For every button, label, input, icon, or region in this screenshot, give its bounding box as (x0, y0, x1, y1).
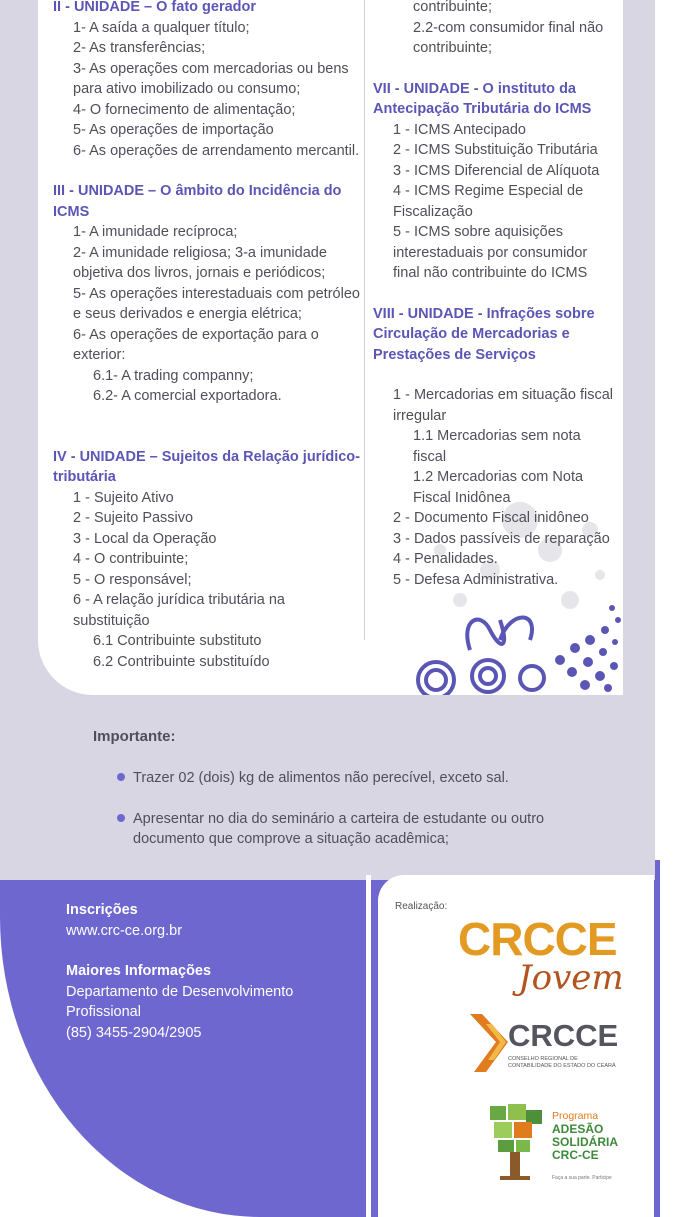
list-item: interestaduais por consumidor (393, 244, 588, 261)
list-item: 6 - A relação jurídica tributária na (73, 592, 285, 608)
bullet-dot-icon (117, 814, 125, 822)
list-item: 4 - O contribuinte; (73, 551, 189, 567)
jovem-logo-text: Jovem (518, 958, 624, 998)
department-line-cont: Profissional (66, 1004, 141, 1020)
list-item: Fiscalização (393, 203, 473, 220)
bullet-dot-icon (117, 773, 125, 781)
logo3-line4: CRC-CE (552, 1147, 599, 1162)
unit8-title-cont2: Prestações de Serviços (373, 346, 536, 363)
crcce-logo-subtitle: CONSELHO REGIONAL DE CONTABILIDADE DO ESTADO DO CEARÁ (508, 1056, 616, 1069)
bullet-text: Apresentar no dia do seminário a carteira de estudante ou outro (133, 811, 545, 827)
crcce-jovem-logo: CRCCE (458, 913, 617, 965)
inscricoes-title: Inscrições (66, 902, 138, 918)
phone-number: (85) 3455-2904/2905 (66, 1024, 202, 1041)
unit4-title-cont: tributária (53, 469, 116, 485)
list-item: 5- As operações de importação (73, 122, 274, 138)
list-item: 5 - Defesa Administrativa. (393, 571, 559, 588)
list-subitem: 6.2- A comercial exportadora. (93, 388, 282, 404)
list-item: 5 - ICMS sobre aquisições (393, 224, 564, 240)
department-line: Departamento de Desenvolvimento (66, 983, 294, 1000)
list-subitem: 1.2 Mercadorias com Nota (413, 469, 584, 485)
left-column (53, 0, 363, 672)
list-item: 3- As operações com mercadorias ou bens (73, 60, 349, 77)
contact-info (66, 900, 326, 1043)
list-item: e seus derivados e energia elétrica; (73, 306, 302, 322)
crcce-logo-text: CRCCE (508, 1018, 619, 1053)
list-subitem: 6.2 Contribuinte substituído (93, 653, 270, 670)
list-item: 1 - ICMS Antecipado (393, 121, 526, 138)
bullet-text-cont: documento que comprove a situação acadêmica; (133, 831, 449, 847)
list-subitem: Fiscal Inidônea (413, 489, 511, 506)
list-item: irregular (393, 407, 447, 424)
list-subitem: fiscal (413, 448, 447, 465)
list-subitem: contribuinte; (413, 0, 492, 15)
unit7-title: VII - UNIDADE - O instituto da (373, 80, 576, 97)
list-item: 5 - O responsável; (73, 571, 192, 588)
list-item: 5- As operações interestaduais com petróleo (73, 285, 360, 302)
list-subitem: contribuinte; (413, 40, 492, 56)
list-item: 2 - ICMS Substituição Tributária (393, 142, 598, 158)
logo3-tagline: Faça a sua parte. Participe (552, 1175, 612, 1181)
list-item: objetiva dos livros, jornais e periódicos; (73, 265, 326, 281)
list-item: 4 - Penalidades. (393, 551, 498, 567)
column-divider (364, 0, 365, 640)
bullet-text: Trazer 02 (dois) kg de alimentos não perecível, exceto sal. (133, 770, 509, 786)
list-subitem: 1.1 Mercadorias sem nota (413, 428, 581, 444)
list-item: 2- A imunidade religiosa; 3-a imunidade (73, 244, 327, 261)
list-item: 1- A imunidade recíproca; (73, 224, 238, 240)
unit8-title-cont: Circulação de Mercadorias e (373, 326, 570, 342)
important-bullet (117, 768, 557, 788)
unit4-title: IV - UNIDADE – Sujeitos da Relação jurídico- (53, 448, 360, 465)
list-item: 1 - Mercadorias em situação fiscal (393, 387, 613, 403)
right-column (373, 0, 623, 590)
list-item: 1- A saída a qualquer título; (73, 19, 250, 36)
list-item: 3 - Local da Operação (73, 530, 217, 547)
list-item: substituição (73, 612, 150, 629)
more-info-title: Maiores Informações (66, 963, 212, 979)
list-subitem: 6.1 Contribuinte substituto (93, 633, 262, 649)
list-subitem: 6.1- A trading companny; (93, 367, 254, 384)
list-item: 6- As operações de arrendamento mercantil. (73, 142, 360, 159)
list-item: 3 - Dados passíveis de reparação (393, 530, 610, 547)
panel-stripe (366, 875, 371, 1217)
list-item: 1 - Sujeito Ativo (73, 489, 174, 506)
important-bullet (117, 809, 557, 849)
list-item: 2 - Sujeito Passivo (73, 510, 194, 526)
unit3-title: III - UNIDADE – O âmbito do Incidência do ICMS (53, 183, 342, 220)
adesao-solidaria-logo (552, 1110, 618, 1162)
unit7-title-cont: Antecipação Tributária do ICMS (373, 101, 592, 117)
list-subitem: 2.2-com consumidor final não (413, 19, 604, 36)
list-item: 6- As operações de exportação para o (73, 326, 319, 343)
logo3-line3: SOLIDÁRIA (552, 1134, 618, 1149)
list-item: exterior: (73, 347, 126, 363)
list-item: final não contribuinte do ICMS (393, 265, 588, 281)
list-item: 2 - Documento Fiscal inidôneo (393, 510, 589, 526)
realizacao-label: Realização: (395, 901, 448, 912)
list-item: para ativo imobilizado ou consumo; (73, 81, 301, 97)
logo3-line1: Programa (552, 1110, 599, 1122)
list-item: 3 - ICMS Diferencial de Alíquota (393, 162, 600, 179)
list-item: 4 - ICMS Regime Especial de (393, 183, 584, 199)
puzzle-tree-icon (486, 1104, 546, 1182)
unit2-title: II - UNIDADE – O fato gerador (53, 0, 257, 15)
inscricoes-link[interactable]: www.crc-ce.org.br (66, 922, 183, 939)
list-item: 4- O fornecimento de alimentação; (73, 101, 296, 118)
unit8-title: VIII - UNIDADE - Infrações sobre (373, 305, 595, 322)
list-item: 2- As transferências; (73, 40, 206, 56)
important-title: Importante: (93, 728, 176, 745)
logo3-line2: ADESÃO (552, 1121, 604, 1136)
